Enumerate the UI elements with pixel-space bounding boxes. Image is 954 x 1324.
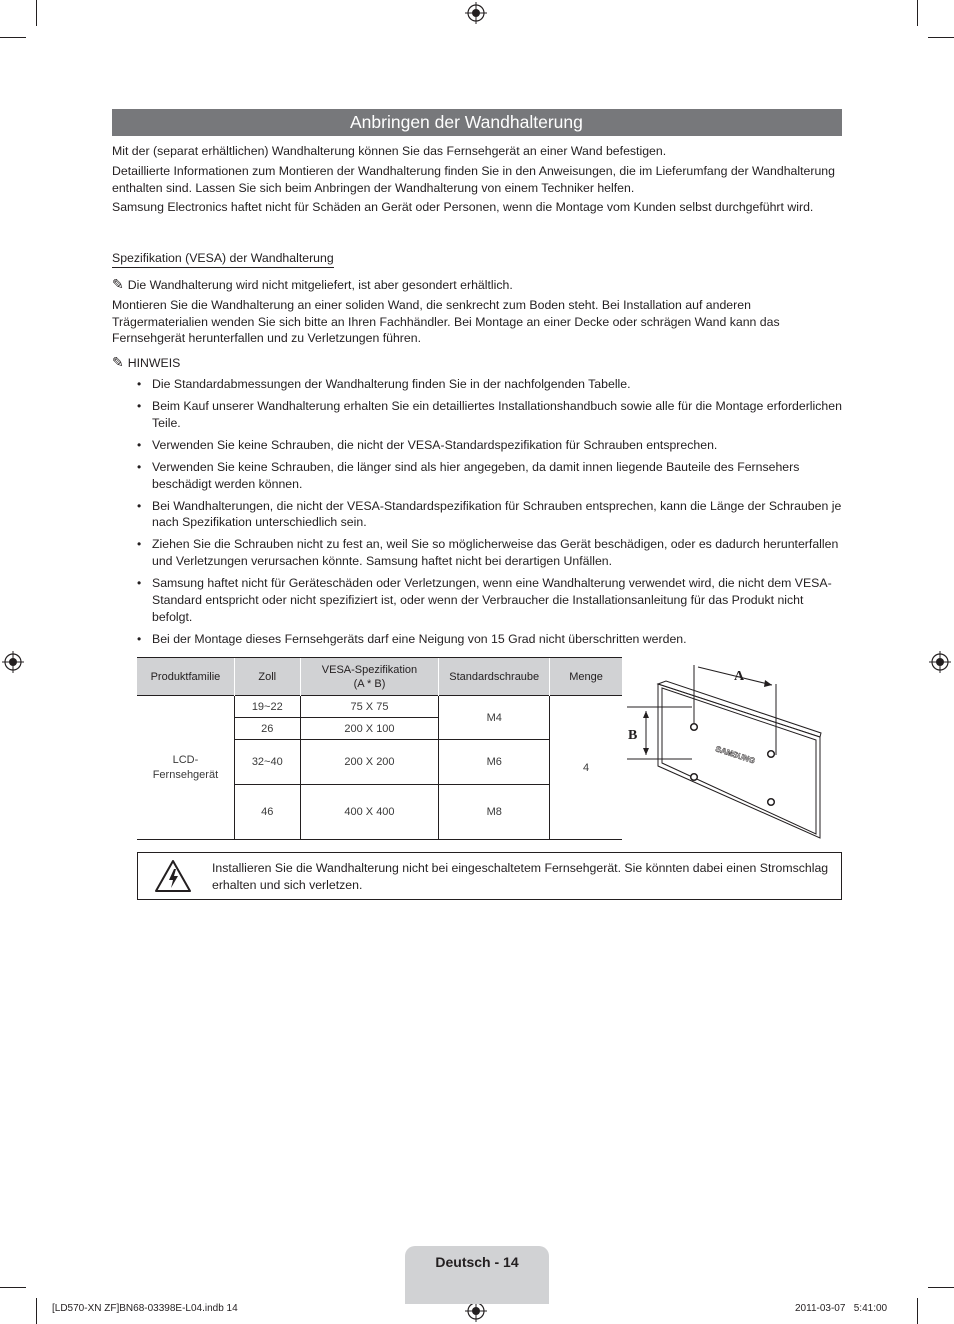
table-cell-zoll: 19~22: [234, 696, 300, 718]
crop-mark: [928, 1287, 954, 1288]
warning-box: [137, 852, 842, 900]
list-item: • Verwenden Sie keine Schrauben, die länger sind als hier angegeben, da damit innen liegende Bauteile des Fernsehers beschädigt werden können.: [137, 459, 842, 493]
mounting-hole: [768, 751, 775, 758]
arrow-icon: [643, 711, 649, 718]
table-cell-screw: M6: [439, 740, 550, 785]
table-cell-vesa: 75 X 75: [300, 696, 439, 718]
table-cell-family: LCD- Fernsehgerät: [137, 696, 234, 840]
tv-mounting-diagram: [622, 655, 832, 845]
table-cell-zoll: 46: [234, 785, 300, 840]
pencil-note-icon: ✎: [112, 354, 124, 370]
pencil-note-icon: ✎: [112, 276, 124, 292]
crop-mark: [36, 0, 37, 26]
table-cell-vesa: 200 X 200: [300, 740, 439, 785]
mounting-hole: [768, 799, 775, 806]
table-cell-vesa: 200 X 100: [300, 718, 439, 740]
section-title: Anbringen der Wandhalterung: [112, 109, 842, 136]
crop-mark: [917, 1298, 918, 1324]
list-item: • Ziehen Sie die Schrauben nicht zu fest an, weil Sie so möglicherweise das Gerät beschädigen, oder es dadurch herunterfallen und Verletzungen verursachen könnte. Samsung haftet nicht bei derartigen Unfällen.: [137, 536, 842, 570]
registration-mark-icon: [465, 2, 487, 24]
crop-mark: [36, 1298, 37, 1324]
intro-paragraph: Detaillierte Informationen zum Montieren der Wandhalterung finden Sie in den Anweisungen, die im Lieferumfang der Wandhalterung enthalten sind. Lassen Sie sich beim Anbringen der Wandhalterung von einem Techniker helfen.: [112, 164, 835, 195]
column-header: Zoll: [234, 658, 300, 696]
mounting-hole: [691, 724, 698, 731]
warning-text: Installieren Sie die Wandhalterung nicht bei eingeschaltetem Fernsehgerät. Sie könnten dabei einen Stromschlag erhalten und sich verletzen.: [212, 861, 829, 892]
list-item: • Die Standardabmessungen der Wandhalterung finden Sie in der nachfolgenden Tabelle.: [137, 376, 842, 393]
mounting-hole: [691, 774, 698, 781]
crop-mark: [0, 1287, 26, 1288]
hinweis-list: [137, 376, 842, 653]
dimension-label-b: B: [628, 728, 638, 743]
arrow-icon: [643, 748, 649, 755]
registration-mark-icon: [2, 651, 24, 673]
list-item: • Bei der Montage dieses Fernsehgeräts darf eine Neigung von 15 Grad nicht überschritten werden.: [137, 631, 842, 648]
print-timestamp: 2011-03-07 5:41:00: [795, 1303, 888, 1314]
samsung-logo: SAMSUNG: [714, 744, 757, 766]
note-text: Die Wandhalterung wird nicht mitgeliefert, ist aber gesondert erhältlich.: [127, 278, 513, 292]
intro-paragraph: Mit der (separat erhältlichen) Wandhalterung können Sie das Fernsehgerät an einer Wand befestigen.: [112, 144, 667, 158]
crop-mark: [928, 37, 954, 38]
table-cell-vesa: 400 X 400: [300, 785, 439, 840]
column-header: Produktfamilie: [137, 658, 234, 696]
page-number: Deutsch - 14: [435, 1254, 519, 1270]
spec-paragraph: Montieren Sie die Wandhalterung an einer soliden Wand, die senkrecht zum Boden steht. Bei Installation auf anderen Trägermaterialien wenden Sie sich bitte an Ihren Fachhändler. Bei Montage an einer Decke oder schrägen Wand kann das Fernsehgerät herunterfallen und zu Verletzungen führen.: [112, 298, 780, 345]
dimension-label-a: A: [734, 669, 745, 684]
column-header: VESA-Spezifikation (A * B): [300, 658, 439, 696]
table-cell-screw: M8: [439, 785, 550, 840]
table-cell-screw: M4: [439, 696, 550, 740]
spec-heading: Spezifikation (VESA) der Wandhalterung: [112, 250, 334, 268]
table-cell-menge: 4: [550, 696, 622, 840]
list-item: • Verwenden Sie keine Schrauben, die nicht der VESA-Standardspezifikation für Schrauben entsprechen.: [137, 437, 842, 454]
column-header: Menge: [550, 658, 622, 696]
column-header: Standardschraube: [439, 658, 550, 696]
note-line: [112, 276, 842, 294]
crop-mark: [917, 0, 918, 26]
table-cell-zoll: 32~40: [234, 740, 300, 785]
arrow-icon: [764, 680, 772, 687]
registration-mark-icon: [929, 651, 951, 673]
crop-mark: [0, 37, 26, 38]
hinweis-line: [112, 354, 842, 372]
list-item: • Beim Kauf unserer Wandhalterung erhalten Sie ein detailliertes Installationshandbuch sowie alle für die Montage erforderlichen Teile.: [137, 398, 842, 432]
electric-shock-warning-icon: [154, 859, 192, 893]
intro-paragraph: Samsung Electronics haftet nicht für Schäden an Gerät oder Personen, wenn die Montage vom Kunden selbst durchgeführt wird.: [112, 200, 814, 214]
list-item: • Bei Wandhalterungen, die nicht der VESA-Standardspezifikation für Schrauben entsprechen, kann die Länge der Schrauben je nach Spezifikation unterschiedlich sein.: [137, 498, 842, 532]
table-header-row: [137, 658, 622, 696]
list-item: • Samsung haftet nicht für Geräteschäden oder Verletzungen, wenn eine Wandhalterung verwendet wird, die nicht dem VESA-Standard entspricht oder nicht spezifiziert ist, oder wenn der Verbraucher die Installationsanleitung für das Produkt nicht befolgt.: [137, 575, 842, 625]
vesa-spec-table: [137, 657, 622, 840]
table-row: [137, 696, 622, 718]
file-slug: [LD570-XN ZF]BN68-03398E-L04.indb 14: [52, 1303, 238, 1314]
hinweis-label: HINWEIS: [127, 356, 181, 370]
page-number-tab: [405, 1246, 549, 1304]
table-cell-zoll: 26: [234, 718, 300, 740]
